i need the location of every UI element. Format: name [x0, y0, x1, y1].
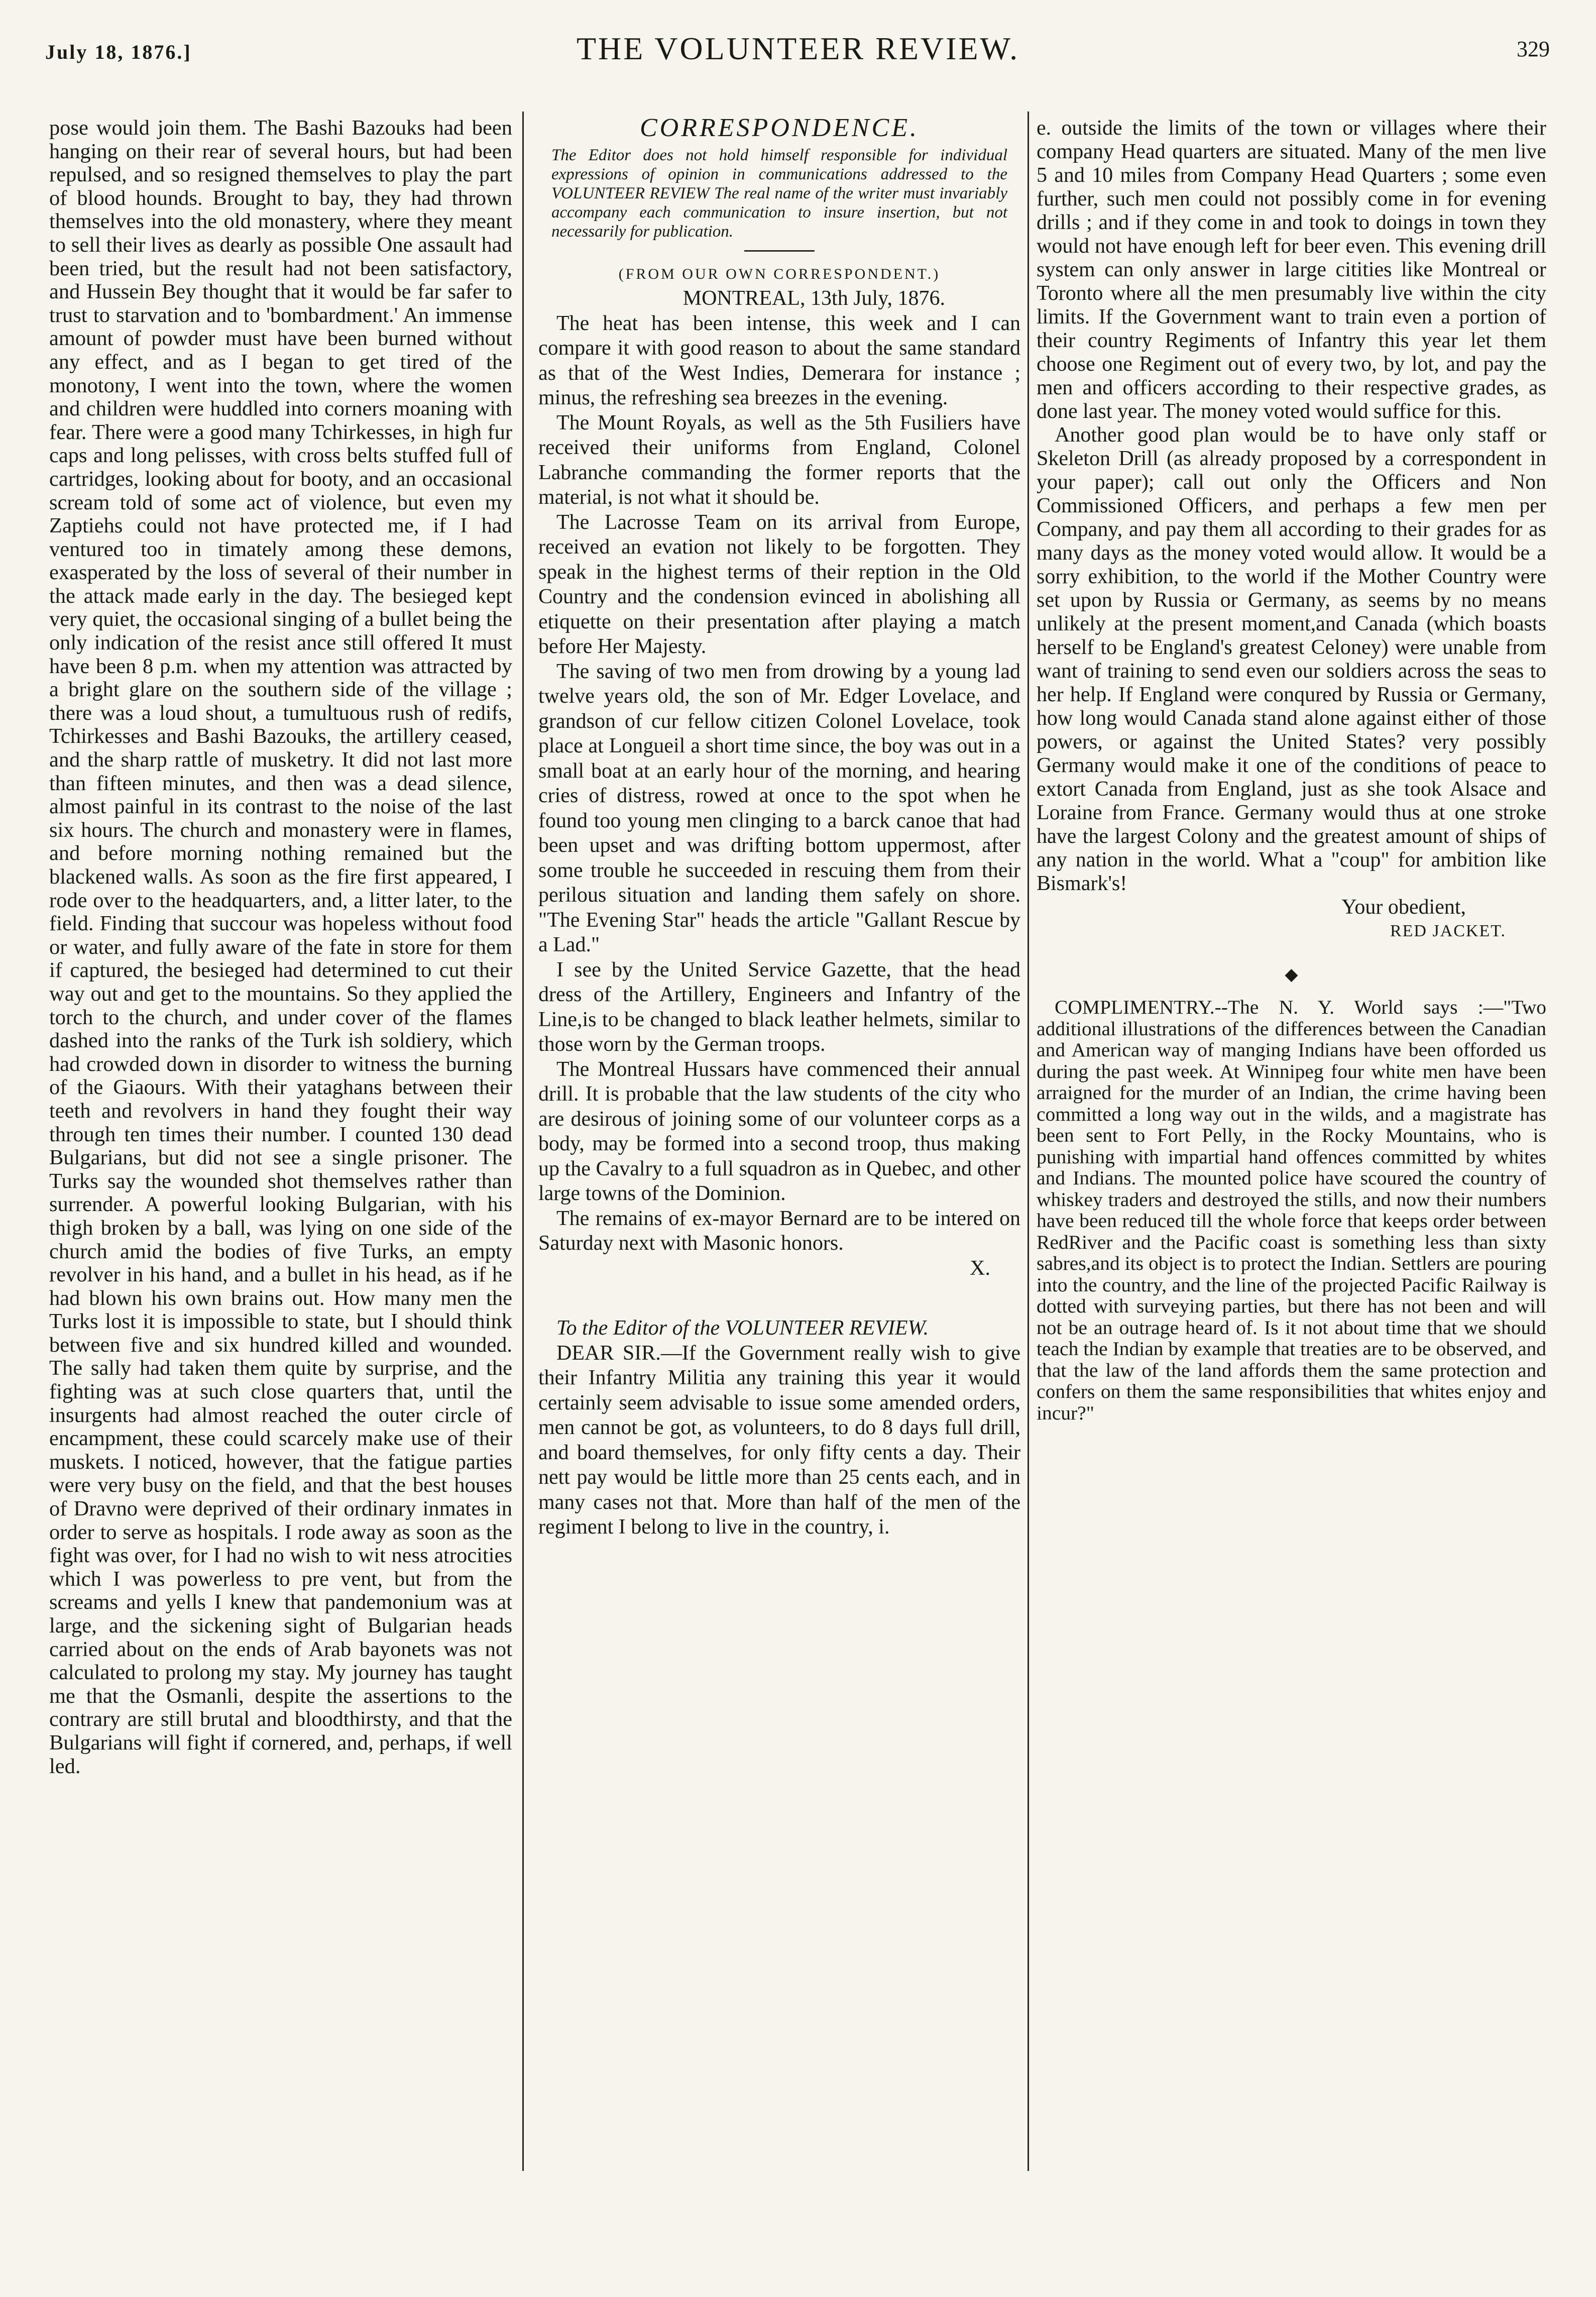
column-right — [1037, 117, 1546, 2201]
letter-closing: Your obedient, — [1341, 896, 1466, 919]
short-divider — [744, 250, 815, 252]
editor-disclaimer: The Editor does not hold himself responsible for individual expressions of opinion in communications addressed to the VOLUNTEER REVIEW The real name of the writer must invariably accompany each communication to insure insertion, but not necessarily for publication. — [551, 146, 1007, 241]
newspaper-title: THE VOLUNTEER REVIEW. — [576, 31, 1020, 66]
section-ornament: ◆ — [1285, 965, 1298, 984]
article-paragraph: The remains of ex-mayor Bernard are to be intered on Saturday next with Masonic honors. — [538, 1207, 1020, 1255]
article-paragraph: I see by the United Service Gazette, that the head dress of the Artillery, Engineers and Infantry of the Line,is to be changed to black leather helmets, similar to those worn by the German troops. — [538, 958, 1020, 1056]
column-divider — [1028, 112, 1029, 2171]
column-divider — [522, 112, 524, 2171]
page-number: 329 — [1517, 37, 1550, 61]
article-paragraph: The saving of two men from drowing by a young lad twelve years old, the son of Mr. Edger Lovelace, and grandson of cur fellow citizen Colonel Lovelace, took place at Longueil a short time since, the boy was out in a small boat at an early hour of the morning, and hearing cries of distress, rowed at once to the spot when he found too young men clinging to a barck canoe that had been upset and was drifting bottom uppermost, after some trouble he succeeded in rescuing them from their perilous situation and landing them safely on shore. "The Evening Star" heads the article "Gallant Rescue by a Lad." — [538, 660, 1020, 956]
column-left — [49, 117, 512, 2201]
article-paragraph: The Lacrosse Team on its arrival from Europe, received an evation not likely to be forgotten. They speak in the highest terms of their reption in the Old Country and the condension evinced in abolishing all etiquette on their presentation after playing a match before Her Majesty. — [538, 510, 1020, 658]
header-date: July 18, 1876.] — [45, 41, 192, 63]
article-paragraph: The heat has been intense, this week and I can compare it with good reason to about the same standard as that of the West Indies, Demerara for instance ; minus, the refreshing sea breezes in the evening. — [538, 311, 1020, 409]
news-item: COMPLIMENTRY.--The N. Y. World says :—"Two additional illustrations of the differences between the Canadian and American way of manging Indians have been offorded us during the past week. At Winnipeg four white men have been arraigned for the murder of an Indian, the crime having been committed a long way out in the wilds, and a magistrate has been sent to Fort Pelly, in the Rocky Mountains, who is punishing with impartial hand offences committed by whites and Indians. The mounted police have scoured the country of whiskey traders and destroyed the stills, and now their numbers have been reduced till the whole force that keeps order between RedRiver and the Pacific coast is something less than sixty sabres,and its object is to protect the Indian. Settlers are pouring into the country, and the line of the projected Pacific Railway is dotted with surveying parties, but there has not been and will not be an outrage heard of. Is it not about time that we should teach the Indian by example that treaties are to be observed, and that the law of the land affords them the same protection and confers on them the same responsibilities that whites enjoy and incur?" — [1037, 996, 1546, 1424]
article-paragraph: The Montreal Hussars have commenced their annual drill. It is probable that the law students of the city who are desirous of joining some of our volunteer corps as a body, may be formed into a second troop, thus making up the Cavalry to a full squadron as in Quebec, and other large towns of the Dominion. — [538, 1057, 1020, 1205]
correspondence-heading: CORRESPONDENCE. — [640, 117, 919, 142]
letter-signature: RED JACKET. — [1390, 922, 1506, 940]
letter-heading: To the Editor of the VOLUNTEER REVIEW. — [556, 1317, 929, 1340]
letter-paragraph: e. outside the limits of the town or villages where their company Head quarters are situated. Many of the men live 5 and 10 miles from Company Head Quarters ; some even further, such men could not possibly come in for evening drills ; and if they come in and took to doings in town they would not have enough left for beer even. This evening drill system can only answer in large citities like Montreal or Toronto where all the men presumably live within the city limits. If the Government want to train even a portion of their country Regiments of Infantry this year let them choose one Regiment out of every two, by lot, and pay the men and officers according to their respective grades, as done last year. The money voted would suffice for this. — [1037, 117, 1546, 423]
article-paragraph: pose would join them. The Bashi Bazouks had been hanging on their rear of several hours, but had been repulsed, and so resigned themselves to play the part of blood hounds. Brought to bay, they had thrown themselves into the old monastery, where they meant to sell their lives as dearly as possible One assault had been tried, but the result had not been satisfactory, and Hussein Bey thought that it would be far safer to trust to starvation and to 'bombardment.' An immense amount of powder must have been burned without any effect, and as I began to get tired of the monotony, I went into the town, where the women and children were huddled into corners moaning with fear. There were a good many Tchirkesses, in high fur caps and long pelisses, with cross belts stuffed full of cartridges, looking about for booty, and an occasional scream told of some act of violence, but even my Zaptiehs could not have protected me, if I had ventured too in timately among these demons, exasperated by the loss of several of their number in the attack made early in the day. The besieged kept very quiet, the occasional singing of a bullet being the only indication of the resist ance still offered It must have been 8 p.m. when my attention was attracted by a bright glare on the southern side of the village ; there was a loud shout, a tumultuous rush of redifs, Tchirkesses and Bashi Bazouks, the artillery ceased, and the sharp rattle of musketry. It did not last more than fifteen minutes, and then was a dead silence, almost painful in its contrast to the noise of the last six hours. The church and monastery were in flames, and before morning nothing remained but the blackened walls. As soon as the fire first appeared, I rode over to the headquarters, and, a litter later, to the field. Finding that succour was hopeless without food or water, and fully aware of the fate in store for them if captured, the besieged had determined to cut their way out and get to the mountains. So they applied the torch to the church, and under cover of the flames dashed into the ranks of the Turk ish soldiery, which had crowded down in disorder to witness the burning of the Giaours. With their yataghans between their teeth and revolvers in hand they fought their way through ten times their number. I counted 130 dead Bulgarians, but did not see a single prisoner. The Turks say the wounded shot themselves rather than surrender. A powerful looking Bulgarian, with his thigh broken by a ball, was lying on one side of the church amid the bodies of five Turks, an empty revolver in his hand, and a bullet in his head, as if he had blown his own brains out. How many men the Turks lost it is impossible to state, but I should think between five and six hundred killed and wounded. The sally had taken them quite by surprise, and the fighting was at such close quarters that, until the insurgents had almost reached the outer circle of encampment, these could scarcely make use of their muskets. I noticed, however, that the fatigue parties were very busy on the field, and that the best houses of Dravno were deprived of their ordinary inmates in order to serve as hospitals. I rode away as soon as the fight was over, for I had no wish to wit ness atrocities which I was powerless to pre vent, but from the screams and yells I knew that pandemonium was at large, and the sickening sight of Bulgarian heads carried about on the ends of Arab bayonets was not calculated to prolong my stay. My journey has taught me that the Osmanli, despite the assertions to the contrary are still brutal and bloodthirsty, and that the Bulgarians will fight if cornered, and, perhaps, if well led. — [49, 117, 512, 1778]
correspondent-line: (FROM OUR OWN CORRESPONDENT.) — [618, 265, 941, 282]
article-paragraph: The Mount Royals, as well as the 5th Fusiliers have received their uniforms from England, Colonel Labranche commanding the former reports that the material, is not what it should be. — [538, 411, 1020, 509]
column-middle — [538, 117, 1020, 2201]
page-header — [0, 11, 1596, 76]
dateline: MONTREAL, 13th July, 1876. — [682, 287, 945, 310]
letter-paragraph: DEAR SIR.—If the Government really wish to give their Infantry Militia any training this year it would certainly seem advisable to issue some amended orders, men cannot be got, as volunteers, to do 8 days full drill, and board themselves, for only fifty cents a day. Their nett pay would be little more than 25 cents each, and in many cases not that. More than half of the men of the regiment I belong to live in the country, i. — [538, 1341, 1020, 1539]
letter-paragraph: Another good plan would be to have only staff or Skeleton Drill (as already proposed by a correspondent in your paper); call out only the Officers and Non Commissioned Officers, and perhaps a few men per Company, and pay them all according to their grades for as many days as the money voted would allow. It would be a sorry exhibition, to the world if the Mother Country were set upon by Russia or Germany, as seems by no means unlikely at the present moment,and Canada (which boasts herself to be England's greatest Celoney) were unable from want of training to send even our soldiers across the seas to her help. If England were conqured by Russia or Germany, how long would Canada stand alone against either of those powers, or against the United States? very possibly Germany would make it one of the conditions of peace to extort Canada from England, just as she took Alsace and Loraine from France. Germany would thus at one stroke have the largest Colony and the greatest amount of ships of any nation in the world. What a "coup" for ambition like Bismark's! — [1037, 423, 1546, 895]
author-mark: X. — [970, 1256, 990, 1280]
